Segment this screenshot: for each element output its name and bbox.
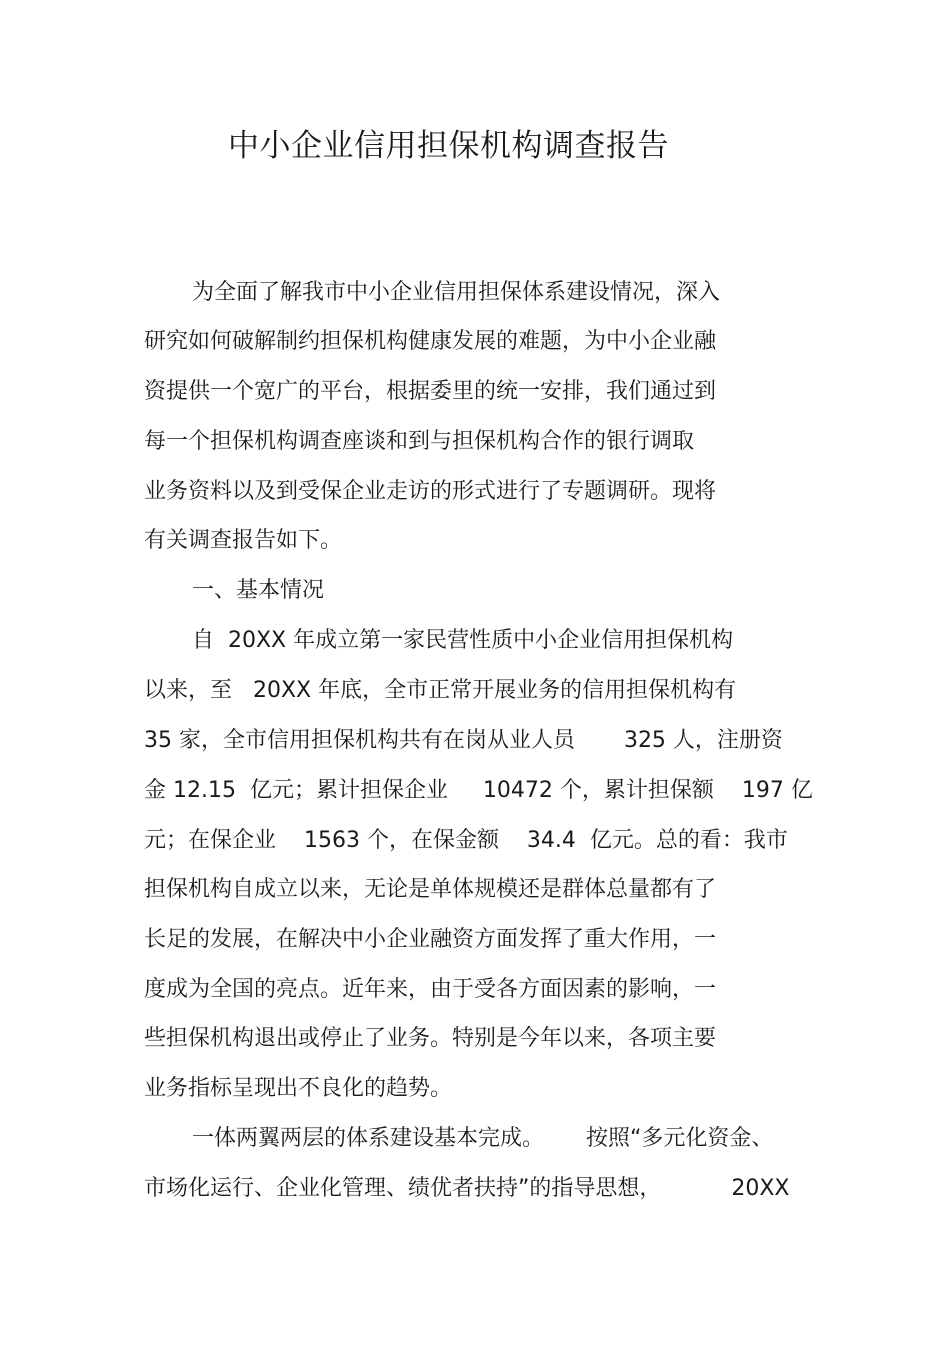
paragraph-line: 资提供一个宽广的平台，根据委里的统一安排，我们通过到 [144, 379, 717, 404]
paragraph-line: 长足的发展，在解决中小企业融资方面发挥了重大作用，一 [144, 927, 717, 952]
paragraph-line: 担保机构自成立以来，无论是单体规模还是群体总量都有了 [144, 877, 717, 902]
paragraph-line: 元；在保企业 1563 个，在保金额 34.4 亿元。总的看：我市 [144, 828, 788, 853]
paragraph-line: 一体两翼两层的体系建设基本完成。 按照“多元化资金、 [192, 1126, 774, 1151]
paragraph-line: 金 12.15 亿元；累计担保企业 10472 个，累计担保额 197 亿 [144, 778, 813, 803]
paragraph-line: 有关调查报告如下。 [144, 528, 343, 553]
document-title: 中小企业信用担保机构调查报告 [228, 128, 669, 164]
paragraph-line: 些担保机构退出或停止了业务。特别是今年以来，各项主要 [144, 1026, 717, 1051]
section-heading: 一、基本情况 [192, 578, 325, 603]
paragraph-line: 业务指标呈现出不良化的趋势。 [144, 1076, 453, 1101]
paragraph-line: 每一个担保机构调查座谈和到与担保机构合作的银行调取 [144, 429, 695, 454]
paragraph-line: 度成为全国的亮点。近年来，由于受各方面因素的影响，一 [144, 977, 717, 1002]
paragraph-line: 35 家，全市信用担保机构共有在岗从业人员 325 人，注册资 [144, 728, 783, 753]
paragraph-line: 市场化运行、企业化管理、绩优者扶持”的指导思想， 20XX [144, 1176, 790, 1201]
paragraph-line: 业务资料以及到受保企业走访的形式进行了专题调研。现将 [144, 479, 717, 504]
paragraph-line: 自 20XX 年成立第一家民营性质中小企业信用担保机构 [192, 628, 734, 653]
paragraph-line: 为全面了解我市中小企业信用担保体系建设情况，深入 [192, 280, 721, 305]
paragraph-line: 以来，至 20XX 年底，全市正常开展业务的信用担保机构有 [144, 678, 737, 703]
paragraph-line: 研究如何破解制约担保机构健康发展的难题，为中小企业融 [144, 329, 717, 354]
